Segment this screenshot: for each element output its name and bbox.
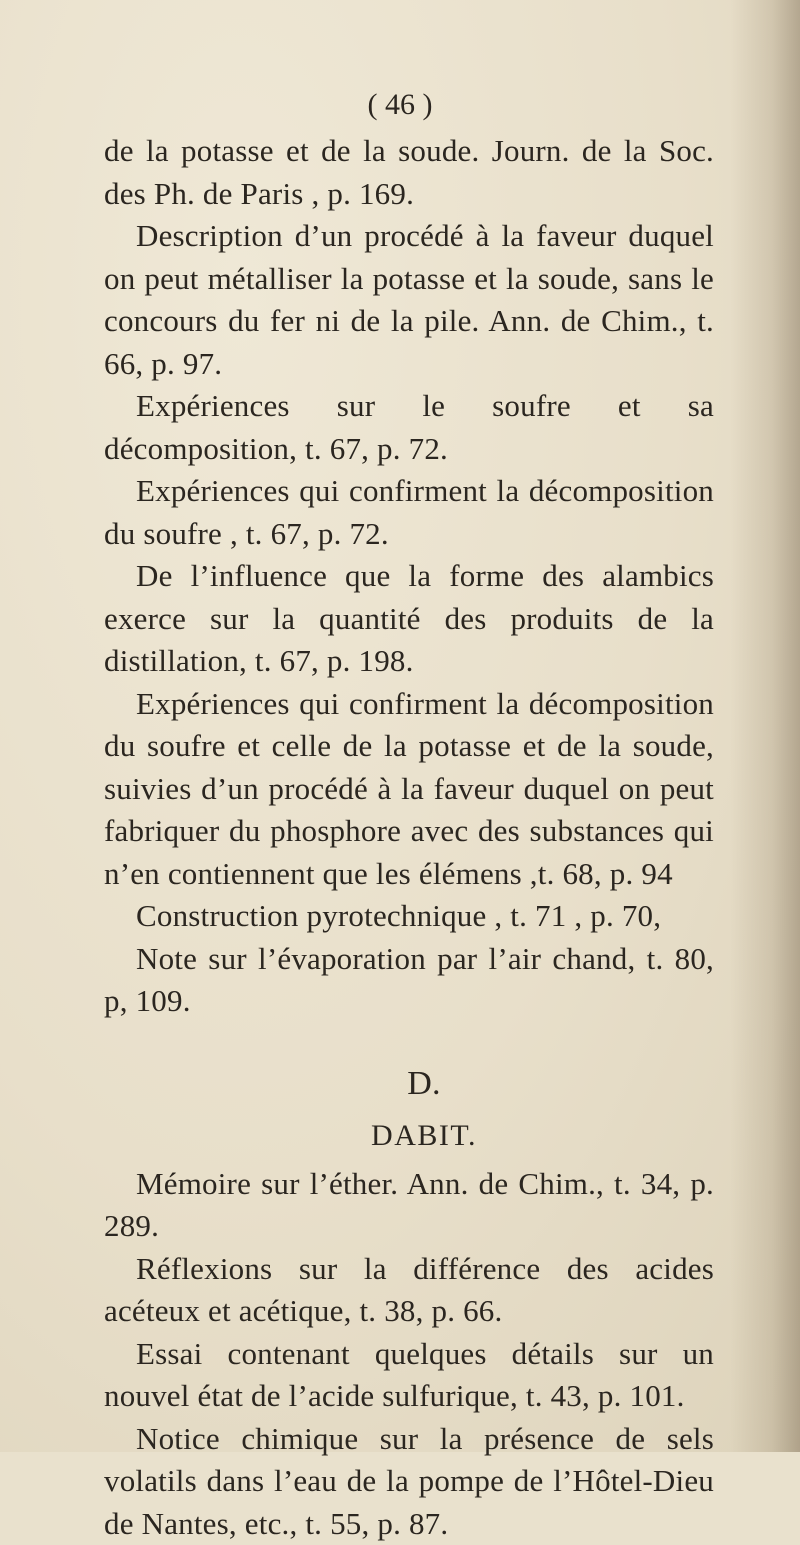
entry-ether: Mémoire sur l’éther. Ann. de Chim., t. 34, p. 289. xyxy=(104,1163,714,1248)
entry-metallisation: Description d’un procédé à la faveur duquel on peut métalliser la potasse et la soude, sans le concours du fer ni de la pile. Ann. de Chim., t. 66, p. 97. xyxy=(104,215,714,385)
entry-phosphore: Expériences qui confirment la décomposition du soufre et celle de la potasse et de la soude, suivies d’un procédé à la faveur duquel on peut fabriquer du phosphore avec des substances qui n’en contiennent que les élémens ,t. 68, p. 94 xyxy=(104,683,714,896)
entry-acide-sulfurique: Essai contenant quelques détails sur un nouvel état de l’acide sulfurique, t. 43, p. 101. xyxy=(104,1333,714,1418)
entry-sels-volatils: Notice chimique sur la présence de sels volatils dans l’eau de la pompe de l’Hôtel-Dieu de Nantes, etc., t. 55, p. 87. xyxy=(104,1418,714,1545)
page-edge-shadow xyxy=(730,0,800,1452)
section-letter: D. xyxy=(104,1063,714,1105)
entry-continuation: de la potasse et de la soude. Journ. de la Soc. des Ph. de Paris , p. 169. xyxy=(104,130,714,215)
entry-evaporation: Note sur l’évaporation par l’air chand, t. 80, p, 109. xyxy=(104,938,714,1023)
entry-acides: Réflexions sur la différence des acides acéteux et acétique, t. 38, p. 66. xyxy=(104,1248,714,1333)
entry-pyrotechnique: Construction pyrotechnique , t. 71 , p. 70, xyxy=(104,895,714,938)
entry-soufre-experiences: Expériences sur le soufre et sa décomposition, t. 67, p. 72. xyxy=(104,385,714,470)
page-number: ( 46 ) xyxy=(0,84,800,126)
author-heading: DABIT. xyxy=(104,1115,714,1157)
entry-alambics: De l’influence que la forme des alambics exerce sur la quantité des produits de la distillation, t. 67, p. 198. xyxy=(104,555,714,683)
page-body xyxy=(104,88,714,1545)
entry-soufre-confirmation: Expériences qui confirment la décomposition du soufre , t. 67, p. 72. xyxy=(104,470,714,555)
